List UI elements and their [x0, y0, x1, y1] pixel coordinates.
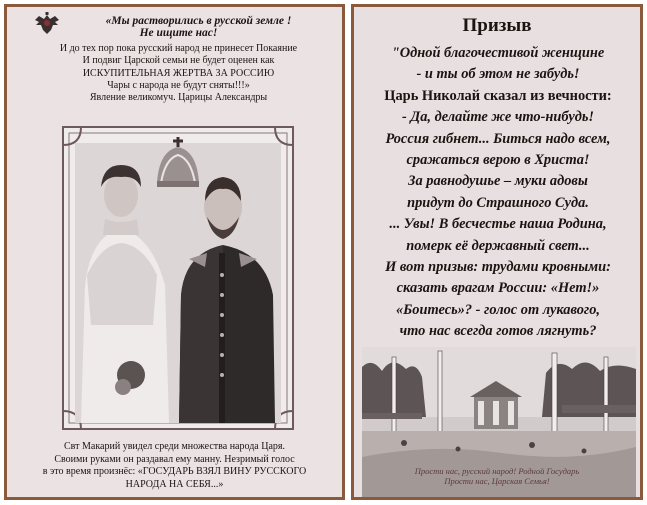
poem-line: сказать врагам России: «Нет!» [396, 280, 600, 297]
quote-line: Не ищите нас! [139, 27, 218, 40]
poem-line: - и ты об этом не забудь! [416, 66, 580, 83]
poem [362, 43, 634, 386]
left-card [4, 4, 345, 500]
caption-line: Прости нас, русский народ! Родной Государь [414, 466, 580, 476]
poem-line: Россия гибнет... Биться надо всем, [385, 130, 611, 147]
poem-line: что нас всегда готов лягнуть? [399, 323, 597, 340]
quote-body-line: И подвиг Царской семьи не будет оценен как [82, 55, 275, 67]
poem-line: ... Увы! В бесчестье наша Родина, [389, 216, 607, 233]
poem-line: сражаться верою в Христа! [406, 152, 590, 169]
poem-line: И вот призыв: трудами кровными: [385, 259, 611, 276]
top-quote [21, 15, 336, 105]
poem-line: придут до Страшного Суда. [407, 194, 589, 211]
photo-caption [378, 467, 616, 486]
bottom-caption [17, 441, 332, 491]
poem-line: Царь Николай сказал из вечности: [384, 87, 612, 104]
poem-line: «Боитесь»? - голос от лукавого, [395, 301, 601, 318]
poem-title: Призыв [462, 15, 532, 36]
poem-line: - Да, делайте же что-нибудь! [401, 109, 595, 126]
caption-line: НАРОДА НА СЕБЯ...» [125, 478, 224, 490]
quote-line: «Мы растворились в русской земле ! [105, 15, 292, 27]
poem-line: За равнодушье – муки адовы [408, 173, 588, 190]
right-card [351, 4, 643, 500]
royal-couple-photo [61, 125, 295, 431]
caption-line: Прости нас, Царская Семья! [444, 475, 550, 486]
poem-line: померк её державный свет... [406, 237, 590, 254]
caption-line: Своими руками он раздавал ему манну. Незримый голос [54, 453, 295, 465]
quote-attribution: Явление великомуч. Царицы Александры [89, 92, 268, 104]
poem-line: "Одной благочестивой женщине [391, 45, 605, 61]
quote-body-line: Чары с народа не будут сняты!!!» [107, 80, 250, 92]
caption-line: Свт Макарий увидел среди множества народа Царя. [64, 441, 285, 452]
quote-body-line: ИСКУПИТЕЛЬНАЯ ЖЕРТВА ЗА РОССИЮ [82, 67, 275, 79]
quote-body-line: И до тех пор пока русский народ не принесет Покаяние [59, 42, 298, 54]
caption-line: в это время произнёс: «ГОСУДАРЬ ВЗЯЛ ВИНУ РУССКОГО [42, 466, 307, 478]
